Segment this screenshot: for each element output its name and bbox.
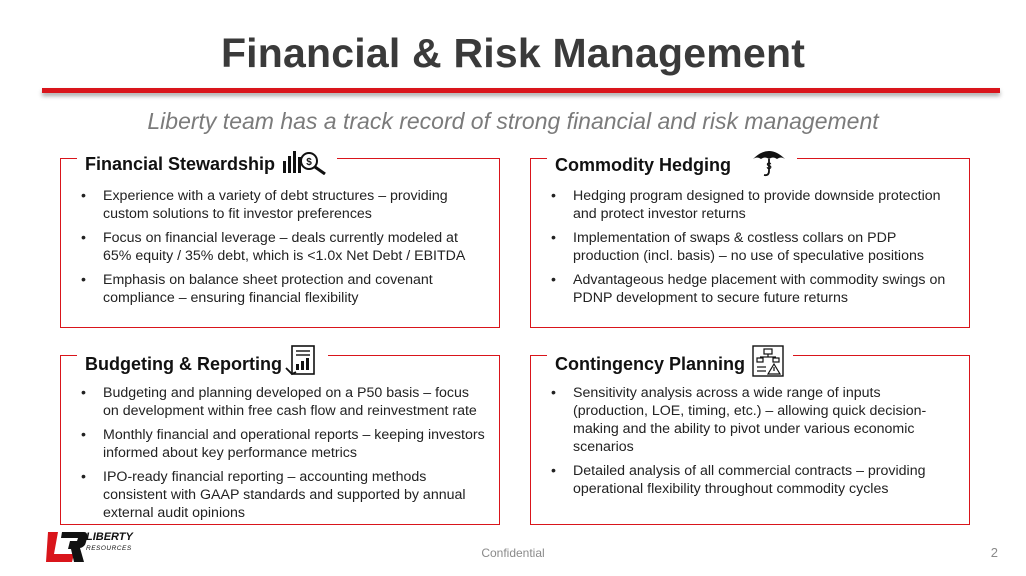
umbrella-dollar-icon [749,147,789,182]
contingency-plan-icon [751,344,785,383]
list-item: • Monthly financial and operational reports – keeping investors informed about key performance metrics [75,426,485,462]
financial-analysis-icon [281,147,329,180]
box-title-text: Financial Stewardship [85,153,276,174]
title-underline [42,88,1000,93]
list-item: • Emphasis on balance sheet protection and covenant compliance – ensuring financial flexibility [75,271,485,307]
box-title-text: Budgeting & Reporting [85,353,282,374]
budgeting-reporting-box [60,355,500,525]
financial-stewardship-box [60,153,500,328]
list-item: • IPO-ready financial reporting – accounting methods consistent with GAAP standards and supported by annual external audit opinions [75,468,485,522]
list-item: • Experience with a variety of debt structures – providing custom solutions to fit investor preferences [75,187,485,223]
box-title [547,344,793,383]
svg-text:$: $ [306,157,312,168]
list-item: • Detailed analysis of all commercial contracts – providing operational flexibility throughout commodity cycles [545,462,955,498]
list-item: • Focus on financial leverage – deals currently modeled at 65% equity / 35% debt, which is <1.0x Net Debt / EBITDA [75,229,485,265]
logo-name: LIBERTY [86,531,133,543]
budgeting-reporting-bullets [75,384,485,528]
list-item: • Budgeting and planning developed on a P50 basis – focus on development within free cash flow and reinvestment rate [75,384,485,420]
financial-stewardship-bullets [75,187,485,313]
contingency-planning-box [530,355,970,525]
box-title-text: Commodity Hedging [555,154,731,175]
list-item: • Advantageous hedge placement with commodity swings on PDNP development to secure future returns [545,271,955,307]
contingency-planning-bullets [545,384,955,504]
confidential-label: Confidential [481,546,545,560]
box-title-text: Contingency Planning [555,353,746,374]
list-item: • Implementation of swaps & costless collars on PDP production (incl. basis) – no use of speculative positions [545,229,955,265]
box-title [77,344,328,383]
slide-subtitle: Liberty team has a track record of strong financial and risk management [147,108,879,134]
page-number: 2 [990,545,998,560]
svg-text:$: $ [766,161,772,171]
list-item: • Sensitivity analysis across a wide range of inputs (production, LOE, timing, etc.) – allowing quick decision-making and the ability to pivot under various economic scenarios [545,384,955,456]
logo-subname: RESOURCES [86,545,132,552]
commodity-hedging-bullets [545,187,955,313]
box-title [77,147,337,180]
list-item: • Hedging program designed to provide downside protection and protect investor returns [545,187,955,223]
commodity-hedging-box [530,154,970,328]
report-chart-icon [284,344,320,383]
box-title [547,147,797,182]
slide-title: Financial & Risk Management [220,30,806,76]
